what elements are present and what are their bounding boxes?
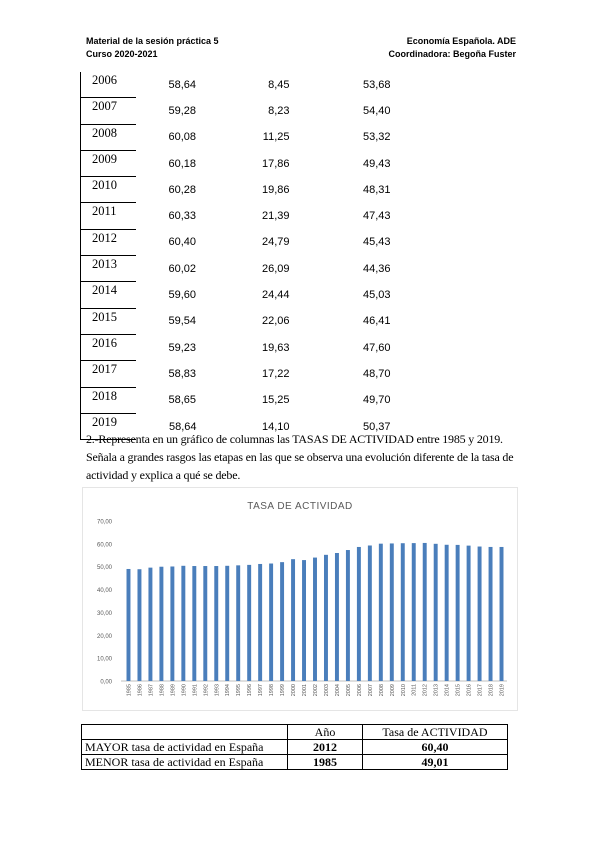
year-cell: 2007 (81, 98, 137, 124)
chart-bar (214, 566, 218, 681)
year-cell: 2014 (81, 282, 137, 308)
table-row (81, 229, 391, 255)
x-tick-label: 2018 (488, 684, 495, 697)
x-tick-label: 2005 (345, 684, 352, 697)
x-tick-label: 2007 (367, 684, 374, 697)
value-cell-1: 58,83 (168, 367, 196, 380)
chart-bar (346, 550, 350, 681)
question-text: 2.-Representa en un gráfico de columnas las TASAS DE ACTIVIDAD entre 1985 y 2019. Señala a grandes rasgos las etapas en las que se observa una evolución diferente de la tasa de actividad y explica a qué se debe. (86, 432, 514, 482)
year-cell: 2011 (81, 203, 137, 229)
x-tick-label: 2015 (455, 684, 462, 697)
chart-bar (170, 566, 174, 681)
chart-title: TASA DE ACTIVIDAD (247, 501, 353, 512)
table-row (81, 282, 391, 308)
value-cell-2: 26,09 (261, 262, 290, 275)
value-cell-2: 15,25 (261, 394, 290, 407)
header-course: Curso 2020-2021 (86, 49, 158, 59)
x-tick-label: 2004 (334, 684, 341, 697)
table-row (81, 124, 391, 150)
value-cell-3: 44,36 (362, 262, 391, 275)
chart-bar (258, 564, 262, 681)
value-cell-2: 17,22 (261, 367, 290, 380)
chart-bar (500, 547, 504, 681)
x-tick-label: 2019 (499, 684, 506, 697)
year-cell: 2006 (81, 72, 137, 98)
x-tick-label: 1986 (137, 684, 144, 697)
x-tick-label: 2013 (433, 684, 440, 697)
chart-bar (412, 543, 416, 681)
x-tick-label: 2006 (356, 684, 363, 697)
y-tick-label: 30,00 (96, 610, 112, 617)
table-row (81, 203, 391, 229)
x-tick-label: 2008 (378, 684, 385, 697)
chart-bar (357, 547, 361, 681)
value-cell-1: 59,60 (168, 289, 196, 302)
x-tick-label: 1987 (148, 684, 155, 697)
value-cell-1: 58,64 (168, 78, 196, 91)
x-tick-label: 1995 (236, 684, 243, 697)
year-cell: 2016 (81, 334, 137, 360)
value-cell-1: 60,40 (168, 236, 196, 249)
value-cell-1: 60,28 (168, 183, 196, 196)
x-tick-label: 1993 (214, 684, 221, 697)
year-cell: 2013 (81, 256, 137, 282)
value-cell-2: 11,25 (262, 131, 290, 144)
x-tick-label: 2014 (444, 684, 451, 697)
summary-label: MENOR tasa de actividad en España (82, 755, 288, 770)
value-cell-1: 58,65 (168, 394, 196, 407)
y-tick-label: 10,00 (96, 656, 112, 663)
y-tick-label: 40,00 (96, 588, 112, 595)
value-cell-3: 47,43 (362, 210, 391, 223)
chart-bar (390, 543, 394, 681)
value-cell-2: 17,86 (261, 157, 290, 170)
x-tick-label: 2017 (477, 684, 484, 697)
y-tick-label: 20,00 (96, 633, 112, 640)
value-cell-2: 19,86 (261, 183, 290, 196)
chart-bar (225, 566, 229, 681)
x-tick-label: 2003 (323, 684, 330, 697)
chart-bar (247, 565, 251, 681)
value-cell-3: 45,43 (362, 236, 391, 249)
value-cell-2: 21,39 (261, 210, 290, 223)
value-cell-3: 54,40 (362, 104, 391, 117)
table-row (81, 150, 391, 176)
summary-rate: 49,01 (363, 755, 508, 770)
table-row (81, 361, 391, 387)
x-tick-label: 2011 (411, 684, 418, 696)
value-cell-3: 49,70 (362, 394, 391, 407)
x-tick-label: 2002 (313, 684, 319, 697)
header-right (388, 35, 516, 61)
value-cell-1: 60,33 (168, 210, 196, 223)
summary-rate: 60,40 (363, 740, 508, 755)
value-cell-2: 14,10 (261, 420, 290, 433)
x-tick-label: 1989 (170, 684, 177, 697)
data-table (80, 72, 391, 440)
x-tick-label: 1999 (280, 684, 287, 697)
chart-bar (236, 565, 240, 681)
summary-header-row (82, 725, 508, 740)
chart-bar (478, 547, 482, 681)
year-cell: 2015 (81, 308, 137, 334)
chart-bar (401, 543, 405, 681)
x-tick-label: 1990 (181, 684, 188, 697)
summary-year: 2012 (288, 740, 363, 755)
table-row (81, 308, 391, 334)
table-row (81, 256, 391, 282)
chart-bar (423, 543, 427, 681)
x-tick-label: 1994 (225, 684, 232, 697)
chart-bar (313, 558, 317, 681)
header-subject: Economía Española. ADE (406, 36, 516, 46)
year-cell: 2017 (81, 361, 137, 387)
value-cell-1: 60,08 (168, 131, 196, 144)
value-cell-3: 53,68 (362, 78, 391, 91)
value-cell-1: 60,02 (168, 262, 196, 275)
table-row (81, 177, 391, 203)
x-tick-label: 2010 (400, 684, 407, 697)
x-tick-label: 2012 (422, 684, 429, 697)
year-cell: 2008 (81, 124, 137, 150)
x-tick-label: 1991 (192, 684, 199, 697)
value-cell-3: 50,37 (362, 420, 391, 433)
chart-bar (280, 562, 284, 681)
value-cell-3: 46,41 (362, 315, 391, 328)
chart-bar (467, 546, 471, 681)
summary-table (81, 724, 508, 770)
chart-bar (368, 546, 372, 681)
year-cell: 2018 (81, 387, 137, 413)
value-cell-2: 8,45 (268, 78, 290, 91)
summary-header-year: Año (288, 725, 363, 740)
activity-rate-chart (82, 487, 518, 711)
chart-bar (379, 544, 383, 681)
value-cell-2: 22,06 (261, 315, 290, 328)
summary-header-rate: Tasa de ACTIVIDAD (363, 725, 508, 740)
header-coordinator: Coordinadora: Begoña Fuster (388, 49, 516, 59)
value-cell-3: 49,43 (362, 157, 391, 170)
x-tick-label: 1992 (203, 684, 210, 697)
value-cell-1: 59,23 (168, 341, 196, 354)
value-cell-1: 59,54 (168, 315, 196, 328)
year-cell: 2009 (81, 150, 137, 176)
chart-bar (181, 566, 185, 681)
header-left (86, 35, 219, 61)
y-tick-label: 0,00 (100, 679, 112, 686)
value-cell-1: 59,28 (168, 104, 196, 117)
x-tick-label: 1988 (159, 684, 166, 697)
chart-bar (269, 564, 273, 681)
value-cell-2: 24,44 (261, 289, 290, 302)
year-cell: 2010 (81, 177, 137, 203)
summary-year: 1985 (288, 755, 363, 770)
summary-header-empty (82, 725, 288, 740)
x-tick-label: 1997 (258, 684, 265, 697)
x-tick-label: 1985 (126, 684, 133, 697)
y-tick-label: 50,00 (96, 565, 112, 572)
x-tick-label: 1996 (247, 684, 254, 697)
chart-bar (335, 553, 339, 681)
value-cell-1: 60,18 (168, 157, 196, 170)
table-row (81, 72, 391, 98)
value-cell-3: 48,70 (362, 367, 391, 380)
chart-bar (203, 566, 207, 681)
y-tick-label: 70,00 (96, 519, 112, 526)
value-cell-2: 24,79 (261, 236, 290, 249)
table-row (81, 334, 391, 360)
value-cell-3: 53,32 (362, 131, 391, 144)
value-cell-2: 8,23 (268, 104, 290, 117)
year-cell: 2012 (81, 229, 137, 255)
chart-bar (291, 559, 295, 681)
x-tick-label: 2009 (389, 684, 396, 697)
value-cell-3: 48,31 (362, 183, 391, 196)
table-row (81, 98, 391, 124)
year-cell: 2019 (81, 413, 137, 439)
chart-bar (456, 545, 460, 681)
x-tick-label: 2016 (466, 684, 473, 697)
chart-bar (127, 569, 131, 681)
summary-label: MAYOR tasa de actividad en España (82, 740, 288, 755)
x-tick-label: 2000 (291, 684, 298, 697)
value-cell-2: 19,63 (261, 341, 290, 354)
value-cell-3: 47,60 (362, 341, 391, 354)
value-cell-3: 45,03 (362, 289, 391, 302)
chart-bar (434, 544, 438, 681)
value-cell-1: 58,64 (168, 420, 197, 433)
chart-bar (192, 566, 196, 681)
chart-bar (324, 555, 328, 681)
summary-row-max (82, 740, 508, 755)
chart-bar (159, 567, 163, 681)
chart-bar (489, 547, 493, 681)
chart-bar (302, 560, 306, 681)
x-tick-label: 1998 (269, 684, 276, 697)
y-tick-label: 60,00 (96, 542, 112, 549)
chart-bar (137, 569, 141, 681)
table-row (81, 387, 391, 413)
chart-bar (148, 568, 152, 681)
chart-svg (83, 488, 517, 710)
chart-bar (445, 545, 449, 681)
x-tick-label: 2001 (302, 684, 309, 697)
header-session-title: Material de la sesión práctica 5 (86, 36, 219, 46)
summary-row-min (82, 755, 508, 770)
